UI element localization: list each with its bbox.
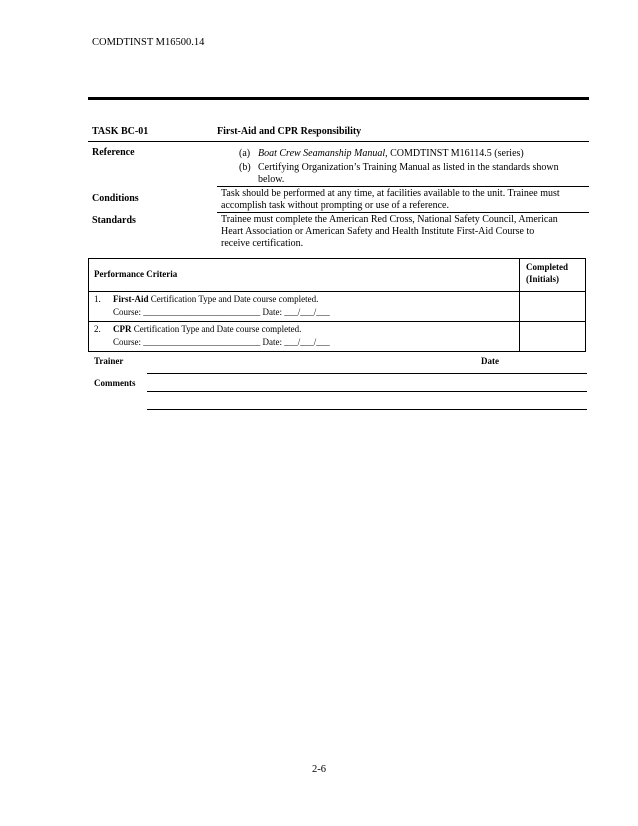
reference-a-marker: (a)	[239, 148, 251, 159]
reference-b-marker: (b)	[239, 162, 251, 173]
criteria-1-bold: First-Aid	[113, 294, 149, 304]
conditions-line2: accomplish task without prompting or use of a reference.	[221, 200, 449, 211]
conditions-label: Conditions	[92, 193, 139, 204]
criteria-2-text	[113, 324, 301, 335]
criteria-2-rest: Certification Type and Date course completed.	[131, 324, 302, 334]
criteria-1-text	[113, 294, 318, 305]
conditions-line1: Task should be performed at any time, at facilities available to the unit. Trainee must	[221, 188, 560, 199]
standards-label: Standards	[92, 215, 136, 226]
criteria-1-number: 1.	[94, 294, 101, 304]
divider	[88, 141, 589, 142]
task-id: TASK BC-01	[92, 126, 149, 137]
reference-label: Reference	[92, 147, 135, 158]
standards-line3: receive certification.	[221, 238, 304, 249]
criteria-2-bold: CPR	[113, 324, 132, 334]
date-label: Date	[481, 356, 499, 366]
standards-line1: Trainee must complete the American Red Cross, National Safety Council, American	[221, 214, 558, 225]
criteria-2-course-line: Course: __________________________ Date: ___/___/___	[113, 337, 330, 347]
comments-line	[147, 391, 587, 392]
comments-label: Comments	[94, 378, 136, 388]
table-row-divider	[88, 291, 586, 292]
reference-b-line2: below.	[258, 174, 285, 185]
criteria-1-course-line: Course: __________________________ Date: ___/___/___	[113, 307, 330, 317]
criteria-1-rest: Certification Type and Date course completed.	[148, 294, 319, 304]
standards-line2: Heart Association or American Safety and Health Institute First-Aid Course to	[221, 226, 535, 237]
document-id-header: COMDTINST M16500.14	[92, 37, 205, 48]
page-number: 2-6	[312, 764, 326, 775]
table-column-divider	[519, 258, 520, 352]
reference-a-text	[258, 148, 524, 160]
task-title: First-Aid and CPR Responsibility	[217, 126, 362, 137]
divider	[217, 212, 589, 213]
performance-criteria-header: Performance Criteria	[94, 269, 178, 279]
reference-a-title: Boat Crew Seamanship Manual	[258, 148, 386, 159]
reference-a-rest: , COMDTINST M16114.5 (series)	[385, 148, 524, 159]
completed-header: Completed	[526, 262, 568, 272]
trainer-signature-line	[147, 373, 587, 374]
header-rule	[88, 97, 589, 100]
trainer-label: Trainer	[94, 356, 124, 366]
criteria-2-number: 2.	[94, 324, 101, 334]
divider	[217, 186, 589, 187]
initials-header: (Initials)	[526, 274, 560, 284]
table-row-divider	[88, 321, 586, 322]
reference-b-line1: Certifying Organization’s Training Manual as listed in the standards shown	[258, 162, 559, 173]
comments-line	[147, 409, 587, 410]
